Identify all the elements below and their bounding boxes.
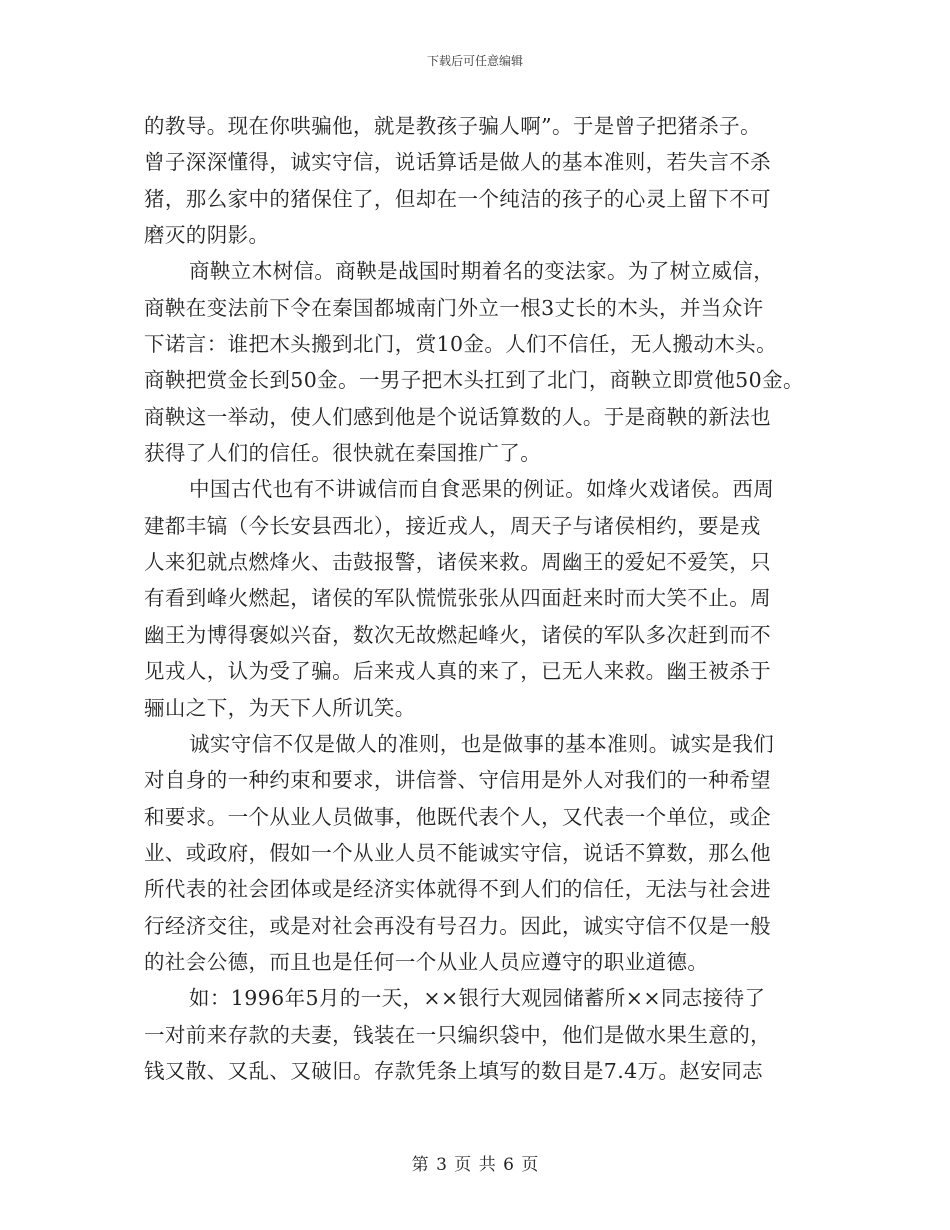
body-line: 幽王为博得褒姒兴奋，数次无故燃起峰火，诸侯的军队多次赶到而不 [144,622,771,647]
body-line: 商鞅把赏金长到50金。一男子把木头扛到了北门，商鞅立即赏他50金。 [144,368,804,393]
document-body [144,112,824,1093]
body-line: 钱又散、又乱、又破旧。存款凭条上填写的数目是7.4万。赵安同志 [144,1058,763,1083]
body-line: 磨灭的阴影。 [144,223,270,248]
body-line: 见戎人，认为受了骗。后来戎人真的来了，已无人来救。幽王被杀于 [144,659,771,684]
body-line: 商鞅这一举动，使人们感到他是个说话算数的人。于是商鞅的新法也 [144,404,771,429]
page-number-footer: 第 3 页 共 6 页 [411,1155,539,1175]
paragraph-first-line: 中国古代也有不讲诚信而自食恶果的例证。如烽火戏诸侯。西周 [189,477,775,502]
body-line: 下诺言：谁把木头搬到北门，赏10金。人们不信任，无人搬动木头。 [144,332,777,357]
body-line: 对自身的一种约束和要求，讲信誉、守信用是外人对我们的一种希望 [144,768,771,793]
paragraph-first-line: 诚实守信不仅是做人的准则，也是做事的基本准则。诚实是我们 [189,731,775,756]
body-line: 一对前来存款的夫妻，钱装在一只编织袋中，他们是做水果生意的， [144,1022,771,1047]
body-line: 建都丰镐（今长安县西北），接近戎人，周天子与诸侯相约，要是戎 [144,513,761,538]
paragraph-first-line: 如：1996年5月的一天，××银行大观园储蓄所××同志接待了 [189,986,766,1011]
body-line: 的教导。现在你哄骗他，就是教孩子骗人啊”。于是曾子把猪杀子。 [144,114,761,138]
body-line: 所代表的社会团体或是经济实体就得不到人们的信任，无法与社会进 [144,877,771,902]
body-line: 曾子深深懂得，诚实守信，说话算话是做人的基本准则，若失言不杀 [144,150,771,175]
body-line: 有看到峰火燃起，诸侯的军队慌慌张张从四面赶来时而大笑不止。周 [144,586,771,611]
body-line: 骊山之下，为天下人所讥笑。 [144,695,416,720]
body-line: 人来犯就点燃烽火、击鼓报警，诸侯来救。周幽王的爱妃不爱笑，只 [144,550,771,575]
body-line: 商鞅在变法前下令在秦国都城南门外立一根3丈长的木头，并当众许 [144,295,764,320]
page-header: 下载后可任意编辑 [426,54,523,68]
body-line: 的社会公德，而且也是任何一个从业人员应遵守的职业道德。 [144,949,709,974]
body-line: 行经济交往，或是对社会再没有号召力。因此，诚实守信不仅是一般 [144,913,771,938]
body-line: 获得了人们的信任。很快就在秦国推广了。 [144,441,542,466]
body-line: 猪，那么家中的猪保住了，但却在一个纯洁的孩子的心灵上留下不可 [144,186,771,211]
body-line: 业、或政府，假如一个从业人员不能诚实守信，说话不算数，那么他 [144,840,771,865]
paragraph-first-line: 商鞅立木树信。商鞅是战国时期着名的变法家。为了树立威信， [189,259,775,284]
body-line: 和要求。一个从业人员做事，他既代表个人，又代表一个单位，或企 [144,804,771,829]
